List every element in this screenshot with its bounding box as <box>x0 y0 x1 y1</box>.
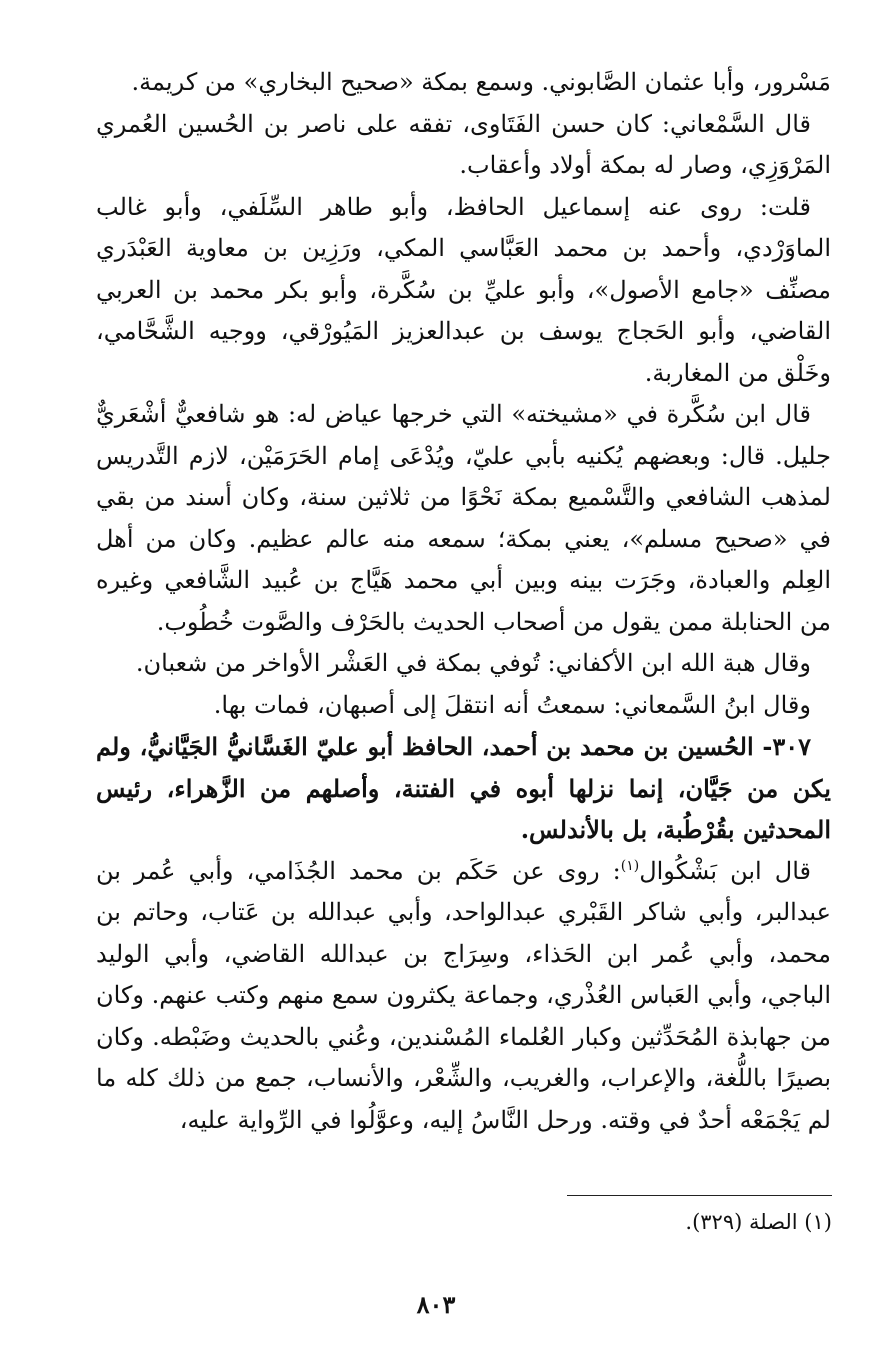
paragraph-ibn-bashkuwal-start: قال ابن بَشْكُوال <box>639 856 811 885</box>
paragraph-ibn-bashkuwal-body: : روى عن حَكَم بن محمد الجُذَامي، وأبي عُمر بن عبدالبر، وأبي شاكر القَبْري عبدالواحد، وأبي عبدالله بن عَتاب، وحاتم بن محمد، وأبي عُمر ابن الحَذاء، وسِرَاج بن عبدالله القاضي، وأبي الوليد الباجي، وأبي العَباس العُذْري، وجماعة يكثرون سمع منهم وكتب عنهم. وكان من جهابذة المُحَدِّثين وكبار العُلماء المُسْندين، وعُني بالحديث وضَبْطه. وكان بصيرًا باللُّغة، والإعراب، والغريب، والشِّعْر، والأنساب، جمع من ذلك كله ما لم يَجْمَعْه أحدٌ في وقته. ورحل النَّاسُ إليه، وعوَّلُوا في الرِّواية عليه، <box>96 856 831 1134</box>
paragraph-continuation: مَسْرور، وأبا عثمان الصَّابوني. وسمع بمكة «صحيح البخاري» من كريمة. <box>131 68 831 96</box>
paragraph-samani: قال السَّمْعاني: كان حسن الفَتَاوى، تفقه على ناصر بن الحُسين العُمري المَرْوَزِي، وصار له بمكة أولاد وأعقاب. <box>96 109 831 179</box>
footnote: (١) الصلة (٣٢٩). <box>685 1210 832 1234</box>
entry-heading: ٣٠٧- الحُسين بن محمد بن أحمد، الحافظ أبو عليّ الغَسَّانيُّ الجَيَّانيُّ، ولم يكن من جَيَّان، إنما نزلها أبوه في الفتنة، وأصلهم من الزَّهراء، رئيس المحدثين بقُرْطُبة، بل بالأندلس. <box>96 732 831 844</box>
footnote-reference[interactable]: (١) <box>620 857 640 874</box>
main-text <box>96 62 831 1141</box>
paragraph-isfahan: وقال ابنُ السَّمعاني: سمعتُ أنه انتقلَ إلى أصبهان، فمات بها. <box>213 690 811 719</box>
paragraph-narrators: قلت: روى عنه إسماعيل الحافظ، وأبو طاهر السِّلَفي، وأبو غالب الماوَرْدي، وأحمد بن محمد العَبَّاسي المكي، ورَزِين بن معاوية العَبْدَري مصنِّف «جامع الأصول»، وأبو عليِّ بن سُكَّرة، وأبو بكر محمد بن العربي القاضي، وأبو الحَجاج يوسف بن عبدالعزيز المَيُورْقي، ووجيه الشَّحَّامي، وخَلْق من المغاربة. <box>96 192 831 387</box>
paragraph-ibn-sukkara: قال ابن سُكَّرة في «مشيخته» التي خرجها عياض له: هو شافعيٌّ أشْعَريٌّ جليل. قال: وبعضهم يُكنيه بأبي عليّ، ويُدْعَى إمام الحَرَمَيْن، لازم التَّدريس لمذهب الشافعي والتَّسْميع بمكة نَحْوًا من ثلاثين سنة، وكان أسند من بقي في «صحيح مسلم»، يعني بمكة؛ سمعه منه عالم عظيم. وكان من أهل العِلم والعبادة، وجَرَت بينه وبين أبي محمد هَيَّاج بن عُبيد الشَّافعي وغيره من الحنابلة ممن يقول من أصحاب الحديث بالحَرْف والصَّوت خُطُوب. <box>96 400 831 636</box>
paragraph-death: وقال هبة الله ابن الأكفاني: تُوفي بمكة في العَشْر الأواخر من شعبان. <box>135 649 811 677</box>
paragraph-ibn-bashkuwal <box>96 851 831 1142</box>
footnote-divider <box>567 1195 832 1196</box>
page-number: ٨٠٣ <box>416 1290 456 1319</box>
